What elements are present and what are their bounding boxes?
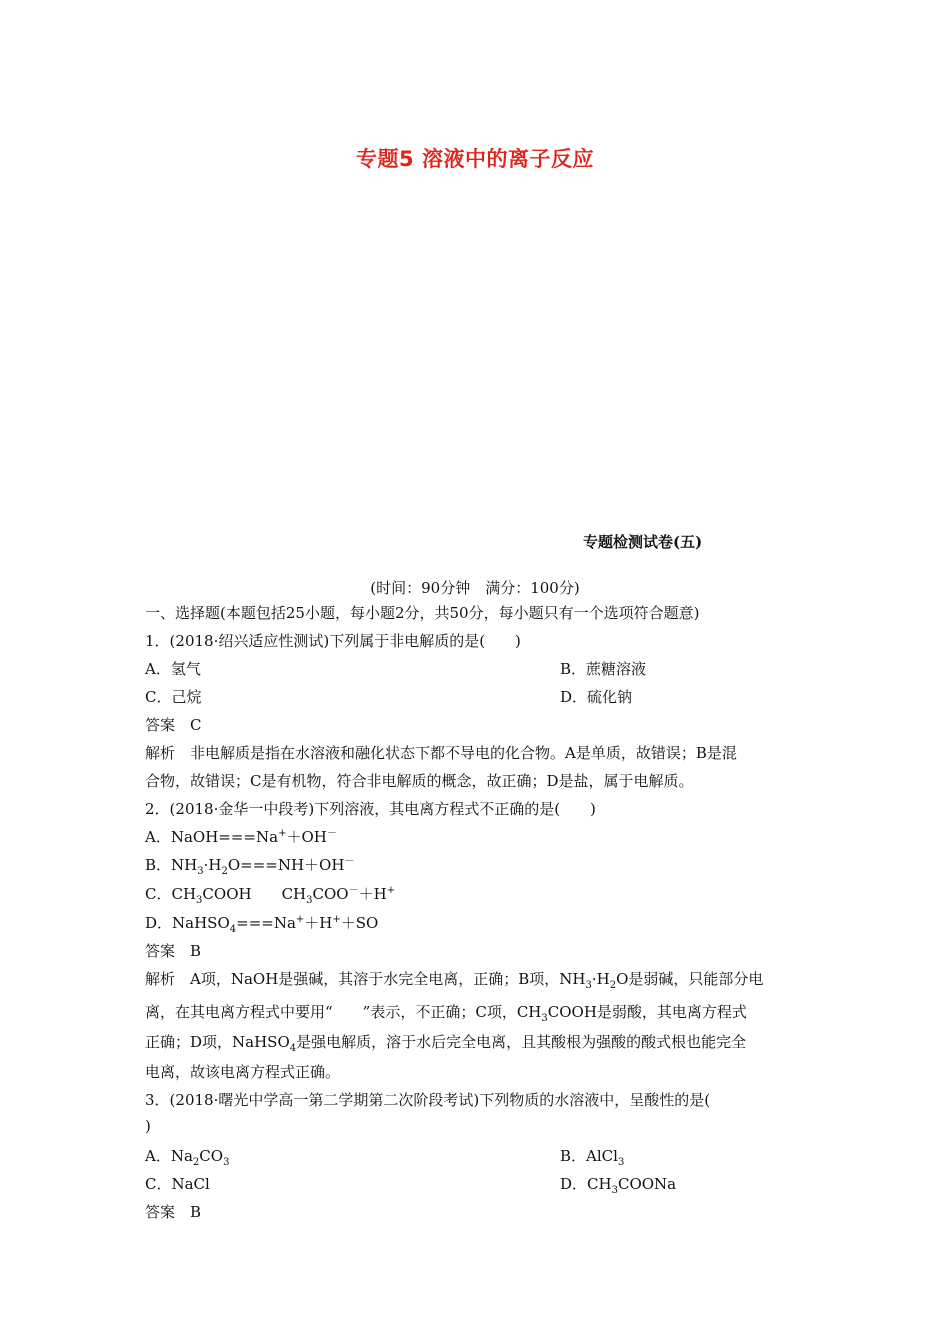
q1-analysis-line1: 解析 非电解质是指在水溶液和融化状态下都不导电的化合物。A是单质，故错误；B是混: [145, 744, 737, 762]
q3-option-b: B．AlCl$_3$: [560, 1147, 625, 1168]
q1-option-a: A．氢气: [145, 660, 201, 678]
q2-option-a: A．NaOH===Na+＋OH－: [145, 828, 337, 846]
q3-option-a: A．$Na_2CO_3$: [145, 1147, 230, 1168]
q3-options-row2: [145, 1174, 677, 1196]
time-info: (时间：90分钟 满分：100分): [370, 579, 580, 597]
q1-answer: 答案 C: [145, 716, 202, 734]
q3-options-row1: [145, 1146, 625, 1168]
q2-analysis-line3: 正确；D项，NaHSO$_4$是强电解质，溶于水后完全电离，且其酸根为强酸的酸式根也能完全: [145, 1033, 747, 1054]
q3-option-d: D．$CH_3COONa$: [560, 1175, 677, 1196]
q1-analysis-line2: 合物，故错误；C是有机物，符合非电解质的概念，故正确；D是盐，属于电解质。: [145, 772, 694, 790]
section-heading: 一、选择题(本题包括25小题，每小题2分，共50分，每小题只有一个选项符合题意): [145, 604, 700, 622]
exam-title: 专题检测试卷(五): [583, 533, 703, 551]
q3-stem-line1: 3．(2018·曙光中学高一第二学期第二次阶段考试)下列物质的水溶液中，呈酸性的是(: [145, 1091, 711, 1109]
q3-stem-line2: ): [145, 1117, 151, 1135]
q2-analysis-line1: 解析 A项，NaOH是强碱，其溶于水完全电离，正确；B项，$NH_3\cdot H_2O$是弱碱，只能部分电: [145, 970, 764, 991]
q1-options-row2: [145, 687, 633, 707]
q1-options-row1: [145, 659, 647, 679]
q2-option-c: C．$CH_3COOH$ $CH_3COO^-+H^+$: [145, 885, 396, 906]
q1-option-b: B．蔗糖溶液: [560, 660, 647, 678]
q2-option-b: B．$NH_3\cdot H_2O===NH+OH^-$: [145, 856, 355, 877]
q3-option-c: C．NaCl: [145, 1175, 210, 1193]
q1-stem: 1．(2018·绍兴适应性测试)下列属于非电解质的是( ): [145, 632, 521, 650]
q2-answer: 答案 B: [145, 942, 202, 960]
q2-option-d: D．NaHSO$_4$===Na+＋H+＋SO: [145, 914, 379, 935]
q1-option-d: D．硫化钠: [560, 688, 633, 706]
q3-answer: 答案 B: [145, 1203, 202, 1221]
q2-analysis-line2: 离，在其电离方程式中要用“ ”表示，不正确；C项，$CH_3COOH$是弱酸，其电离方程式: [145, 1003, 747, 1024]
q2-analysis-line4: 电离，故该电离方程式正确。: [145, 1063, 341, 1081]
q1-option-c: C．己烷: [145, 688, 202, 706]
q2-stem: 2．(2018·金华一中段考)下列溶液，其电离方程式不正确的是( ): [145, 800, 596, 818]
page-title: 专题5 溶液中的离子反应: [356, 147, 594, 171]
